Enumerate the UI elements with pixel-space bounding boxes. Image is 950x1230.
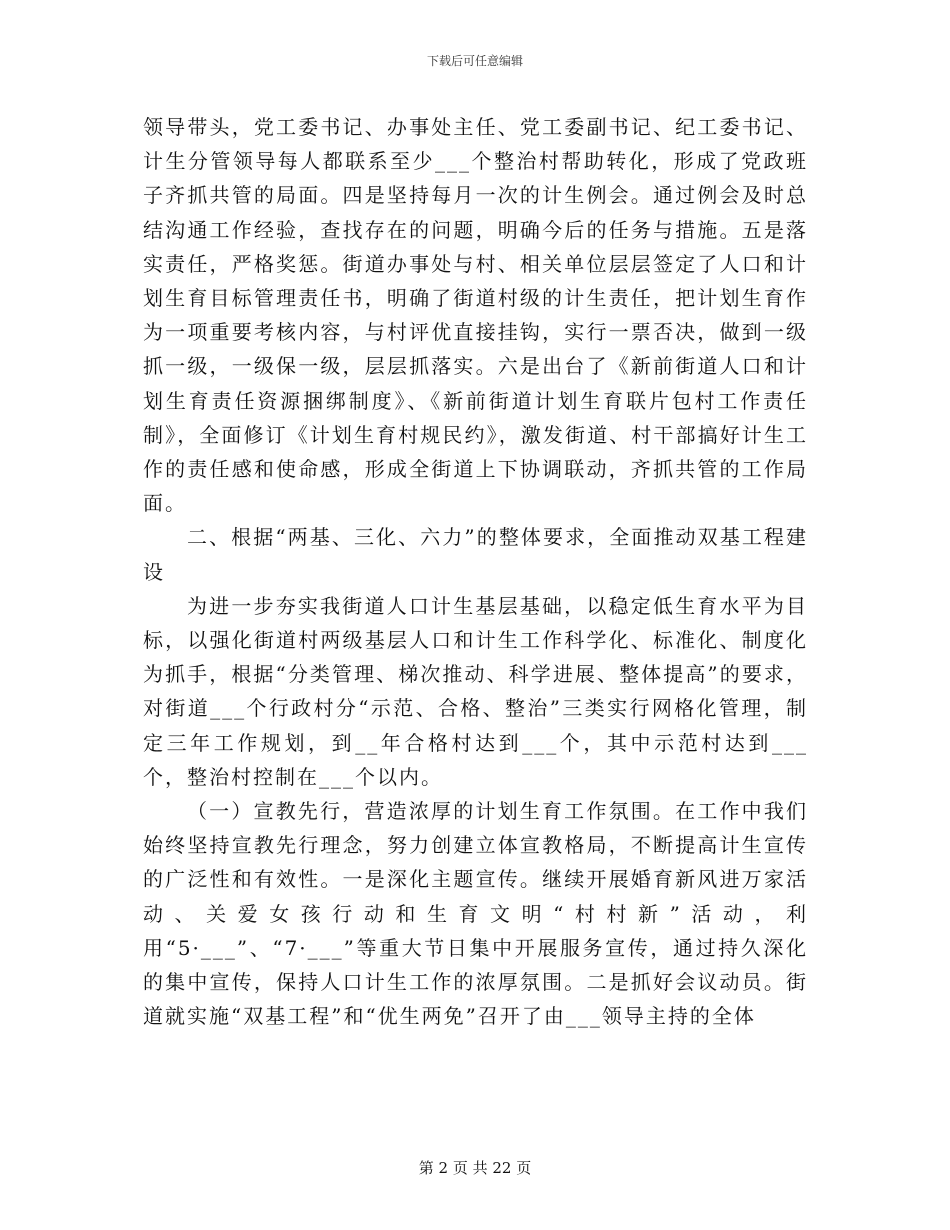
header-note: 下载后可任意编辑 [426, 54, 523, 68]
paragraph-4: （一）宣教先行，营造浓厚的计划生育工作氛围。在工作中我们始终坚持宣教先行理念，努力创建立体宣教格局，不断提高计生宣传的广泛性和有效性。一是深化主题宣传。继续开展婚育新风进万家活动、关爱女孩行动和生育文明“村村新”活动，利用“5·___”、“7·___”等重大节日集中开展服务宣传，通过持久深化的集中宣传，保持人口计生工作的浓厚氛围。二是抓好会议动员。街道就实施“双基工程”和“优生两免”召开了由___领导主持的全体 [143, 799, 808, 1029]
paragraph-2-heading: 二、根据“两基、三化、六力”的整体要求，全面推动双基工程建设 [143, 525, 808, 584]
document-body [143, 110, 808, 1033]
page-number: 第 2 页 共 22 页 [418, 1159, 532, 1177]
paragraph-3: 为进一步夯实我街道人口计生基层基础，以稳定低生育水平为目标，以强化街道村两级基层人口和计生工作科学化、标准化、制度化为抓手，根据“分类管理、梯次推动、科学进展、整体提高”的要求，对街道___个行政村分“示范、合格、整治”三类实行网格化管理，制定三年工作规划，到__年合格村达到___个，其中示范村达到___个，整治村控制在___个以内。 [143, 593, 808, 789]
paragraph-1: 领导带头，党工委书记、办事处主任、党工委副书记、纪工委书记、计生分管领导每人都联系至少___个整治村帮助转化，形成了党政班子齐抓共管的局面。四是坚持每月一次的计生例会。通过例会及时总结沟通工作经验，查找存在的问题，明确今后的任务与措施。五是落实责任，严格奖惩。街道办事处与村、相关单位层层签定了人口和计划生育目标管理责任书，明确了街道村级的计生责任，把计划生育作为一项重要考核内容，与村评优直接挂钩，实行一票否决，做到一级抓一级，一级保一级，层层抓落实。六是出台了《新前街道人口和计划生育责任资源捆绑制度》、《新前街道计划生育联片包村工作责任制》，全面修订《计划生育村规民约》，激发街道、村干部搞好计生工作的责任感和使命感，形成全街道上下协调联动，齐抓共管的工作局面。 [143, 115, 808, 516]
